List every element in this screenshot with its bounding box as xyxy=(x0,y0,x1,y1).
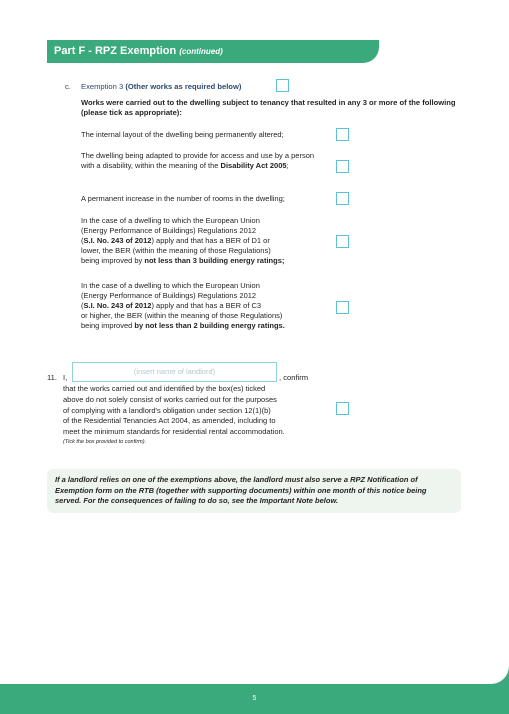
item-4-line-3-rest: ) apply and that has a BER of D1 or xyxy=(151,236,270,245)
item-4-line-5-bold: not less than 3 building energy ratings; xyxy=(144,256,285,265)
exemption-heading xyxy=(81,82,241,92)
exemption-item-1: The internal layout of the dwelling being permanently altered; xyxy=(81,130,284,139)
item-5-line-4: or higher, the BER (within the meaning of those Regulations) xyxy=(81,311,283,320)
item-2-suffix: ; xyxy=(286,161,289,170)
landlord-name-input[interactable]: (insert name of landlord) xyxy=(72,362,277,382)
exemption-label-bold: (Other works as required below) xyxy=(125,82,242,91)
declaration-line-3: of complying with a landlord's obligation under section 12(1)(b) xyxy=(63,405,271,415)
item-4-line-2: (Energy Performance of Buildings) Regulations 2012 xyxy=(81,226,257,235)
exemption-item-4 xyxy=(81,216,326,266)
item-5-line-5-pre: being improved xyxy=(81,321,135,330)
exemption-label: Exemption 3 xyxy=(81,82,124,91)
exemption-3-checkbox[interactable] xyxy=(276,79,289,92)
item-5-line-3-rest: ) apply and that has a BER of C3 xyxy=(151,301,262,310)
page-footer xyxy=(0,684,509,714)
exemption-notice: If a landlord relies on one of the exemptions above, the landlord must also serve a RPZ Notification of Exemption form on the RTB (together with supporting documents) within one month of this notice being served. For the consequences of failing to do so, see the Important Note below. xyxy=(47,469,461,513)
exemption-intro: Works were carried out to the dwelling subject to tenancy that resulted in any 3 or more of the following (please tick as appropriate): xyxy=(81,98,456,117)
declaration-line-4: of the Residential Tenancies Act 2004, as amended, including to xyxy=(63,416,276,426)
item-5-checkbox[interactable] xyxy=(336,301,349,314)
item-4-checkbox[interactable] xyxy=(336,235,349,248)
exemption-item-2 xyxy=(81,151,326,171)
item-2-checkbox[interactable] xyxy=(336,160,349,173)
declaration-body xyxy=(63,384,335,447)
exemption-item-3: A permanent increase in the number of rooms in the dwelling; xyxy=(81,194,285,203)
declaration-i-label: I, xyxy=(63,373,68,382)
item-5-si: S.I. No. 243 of 2012 xyxy=(83,301,152,310)
section-header xyxy=(47,40,379,63)
item-5-line-2: (Energy Performance of Buildings) Regulations 2012 xyxy=(81,291,257,300)
declaration-note: (Tick the box provided to confirm). xyxy=(63,438,147,445)
item-5-line-5 xyxy=(81,321,326,331)
section-continued: (continued) xyxy=(179,47,223,56)
section-title: Part F - RPZ Exemption xyxy=(54,45,177,57)
item-3-checkbox[interactable] xyxy=(336,192,349,205)
item-4-line-1: In the case of a dwelling to which the European Union xyxy=(81,216,260,225)
item-5-line-1: In the case of a dwelling to which the European Union xyxy=(81,281,260,290)
item-4-line-5-pre: being improved by xyxy=(81,256,145,265)
declaration-line-2: above do not solely consist of works carried out for the purposes xyxy=(63,394,277,404)
item-4-line-3: (S.I. No. 243 of 2012) apply and that has a BER of D1 or xyxy=(81,236,270,245)
item-2-text: The dwelling being adapted to provide for access and use by a person with a disability, within the meaning of the xyxy=(81,151,315,170)
item-4-line-5 xyxy=(81,256,326,266)
item-1-checkbox[interactable] xyxy=(336,128,349,141)
page-number: 5 xyxy=(252,695,257,702)
exemption-letter: c. xyxy=(65,82,71,91)
declaration-checkbox[interactable] xyxy=(336,402,349,415)
exemption-item-5 xyxy=(81,281,326,331)
declaration-confirm: , confirm xyxy=(279,373,309,382)
declaration-number: 11. xyxy=(47,373,57,382)
item-2-bold: Disability Act 2005 xyxy=(220,161,287,170)
item-4-si: S.I. No. 243 of 2012 xyxy=(83,236,152,245)
item-4-line-4: lower, the BER (within the meaning of those Regulations) xyxy=(81,246,271,255)
item-5-line-3: (S.I. No. 243 of 2012) apply and that has a BER of C3 xyxy=(81,301,262,310)
footer-curve xyxy=(478,666,509,684)
declaration-line-5: meet the minimum standards for residential rental accommodation. xyxy=(63,427,285,437)
declaration-line-1: that the works carried out and identified by the box(es) ticked xyxy=(63,384,266,393)
item-5-line-5-bold: by not less than 2 building energy ratings. xyxy=(134,321,285,330)
